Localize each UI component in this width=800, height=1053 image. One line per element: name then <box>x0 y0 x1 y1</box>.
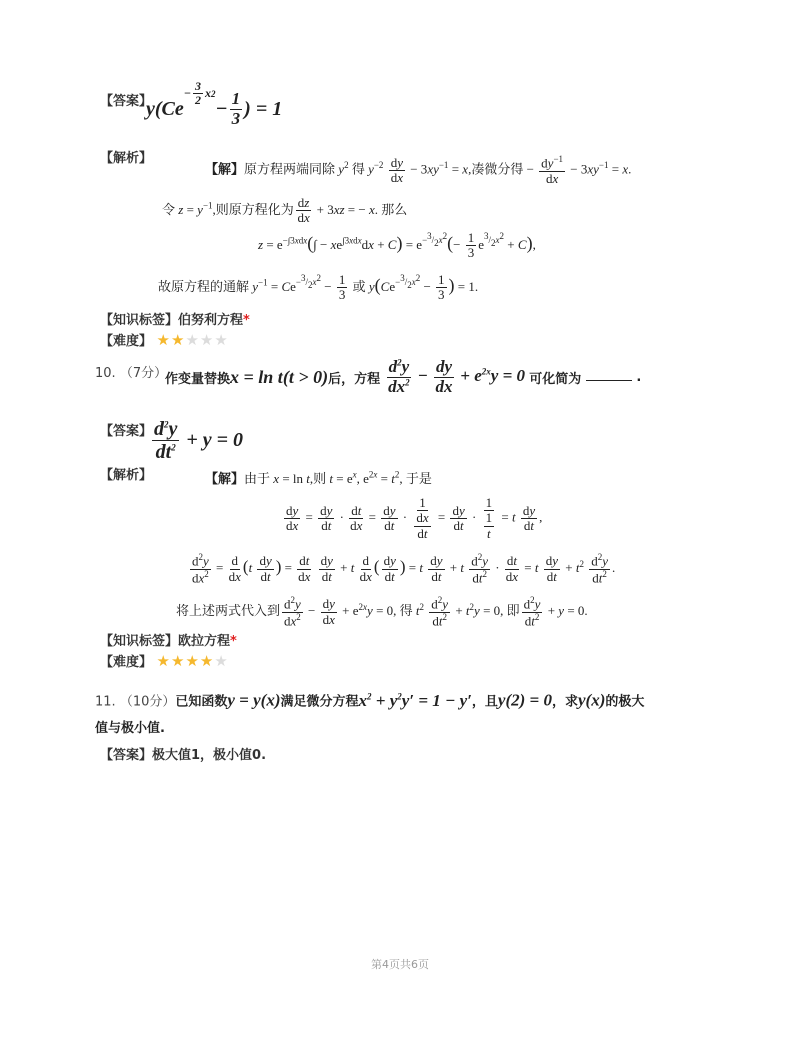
star-empty-icon: ★ <box>214 331 229 349</box>
q10-question: 作变量替换x = ln t(t > 0)后，方程 $\frac{d^2y}{dx^2}$ − $\frac{dy}{dx}$ + $e^{2x}y = 0$ 可化简为 . <box>165 357 642 396</box>
analysis-label: 【解析】 <box>100 151 153 166</box>
q9-answer-math: y(Ce− $\frac{3}{2}$ x 2 − $\frac{1}{3}$ ) = 1 <box>146 79 283 128</box>
q10-solution-line3: $\frac{d^2y}{dx^2}$ = $\frac{d}{dx}$ (t $\frac{dy}{dt}$ ) = $\frac{dt}{dx}$ $\frac{dy}{dt}$ + t $\frac{d}{dx}$ ( $\frac{dy}{dt}$ ) = t $\frac{dy}{dt}$ + t $\frac{d^2y}{dt^2}$ · $\frac{dt}{dx}$ = t $\frac{dy}{dt}$ + $t^2$ $\frac{d^2y}{dt^2}$ . <box>192 552 616 585</box>
star-filled-icon: ★ <box>171 331 186 349</box>
answer-label: 【答案】 <box>100 424 153 439</box>
answer-blank <box>586 368 632 381</box>
answer-label: 【答案】 <box>100 94 153 109</box>
star-filled-icon: ★ <box>171 652 186 670</box>
q11-question: 11. （10分）已知函数y = y(x)满足微分方程$x^2 + y^2y' = 1 - y'$，且y(2) = 0，求y(x)的极大 值与极小值. <box>95 690 645 736</box>
difficulty-stars <box>157 652 229 670</box>
page-footer: 第4页共6页 <box>371 958 429 971</box>
q9-solution-line1: 【解】原方程两端同除 $y^2$ 得 $y^{-2}$ $\frac{dy}{dx}$ − $3xy^{-1} = x$,凑微分得 − $\frac{dy^{-1}}{dx}$ − $3xy^{-1} = x$. <box>205 154 632 186</box>
q10-solution-line2: $\frac{dy}{dx}$ = $\frac{dy}{dt}$ · $\frac{dt}{dx}$ = $\frac{dy}{dt}$ · $\frac{1}{\frac{dx}{dt}}$ = $\frac{dy}{dt}$ · $\frac{1}{\frac{1}{t}}$ = t $\frac{dy}{dt}$ , <box>286 495 543 541</box>
difficulty-q9: 【难度】 ★★★★★ <box>100 331 229 349</box>
star-empty-icon: ★ <box>199 331 215 349</box>
knowledge-tag-q10: 【知识标签】欧拉方程* <box>100 634 237 649</box>
q11-answer: 【答案】极大值1，极小值0. <box>100 748 267 763</box>
star-filled-icon: ★ <box>185 652 200 670</box>
star-empty-icon: ★ <box>185 331 200 349</box>
difficulty-q10: 【难度】 ★★★★★ <box>100 652 229 670</box>
q10-answer-math: $\frac{d^2y}{dt^2}$ + y = 0 <box>154 418 244 463</box>
q10-solution-line1: 【解】由于 x = ln t,则 $t = e^x$, $e^{2x} = t^2$, 于是 <box>205 469 432 487</box>
q9-solution-line3: $z = e^{-\int 3xdx}(\int - xe^{\int 3xdx}dx + C) = e^{-^3/_2x^2}(-$ $\frac{1}{3}$ $e^{^3/_2x^2} + C$), <box>258 230 536 261</box>
q9-solution-line4: 故原方程的通解 $y^{-1} = Ce^{-^3/_2x^2}$ − $\frac{1}{3}$ 或 $y(Ce^{-^3/_2x^2}$ − $\frac{1}{3}$ ) = 1. <box>158 272 479 303</box>
star-filled-icon: ★ <box>156 331 171 349</box>
analysis-label: 【解析】 <box>100 468 153 483</box>
star-empty-icon: ★ <box>214 652 229 670</box>
q9-solution-line2: 令 $z = y^{-1}$,则原方程化为 $\frac{dz}{dx}$ + 3xz = − x. 那么 <box>162 195 408 226</box>
difficulty-stars <box>157 331 229 349</box>
star-filled-icon: ★ <box>199 652 215 670</box>
q10-number: 10. （7分） <box>95 366 168 381</box>
knowledge-tag-q9: 【知识标签】伯努利方程* <box>100 313 250 328</box>
q10-solution-line4: 将上述两式代入到 $\frac{d^2y}{dx^2}$ − $\frac{dy}{dx}$ + $e^{2x}y = 0$, 得 $t^2$ $\frac{d^2y}{dt^2}$ + $t^2y = 0$, 即 $\frac{d^2y}{dt^2}$ + y = 0. <box>176 595 588 628</box>
star-filled-icon: ★ <box>156 652 171 670</box>
